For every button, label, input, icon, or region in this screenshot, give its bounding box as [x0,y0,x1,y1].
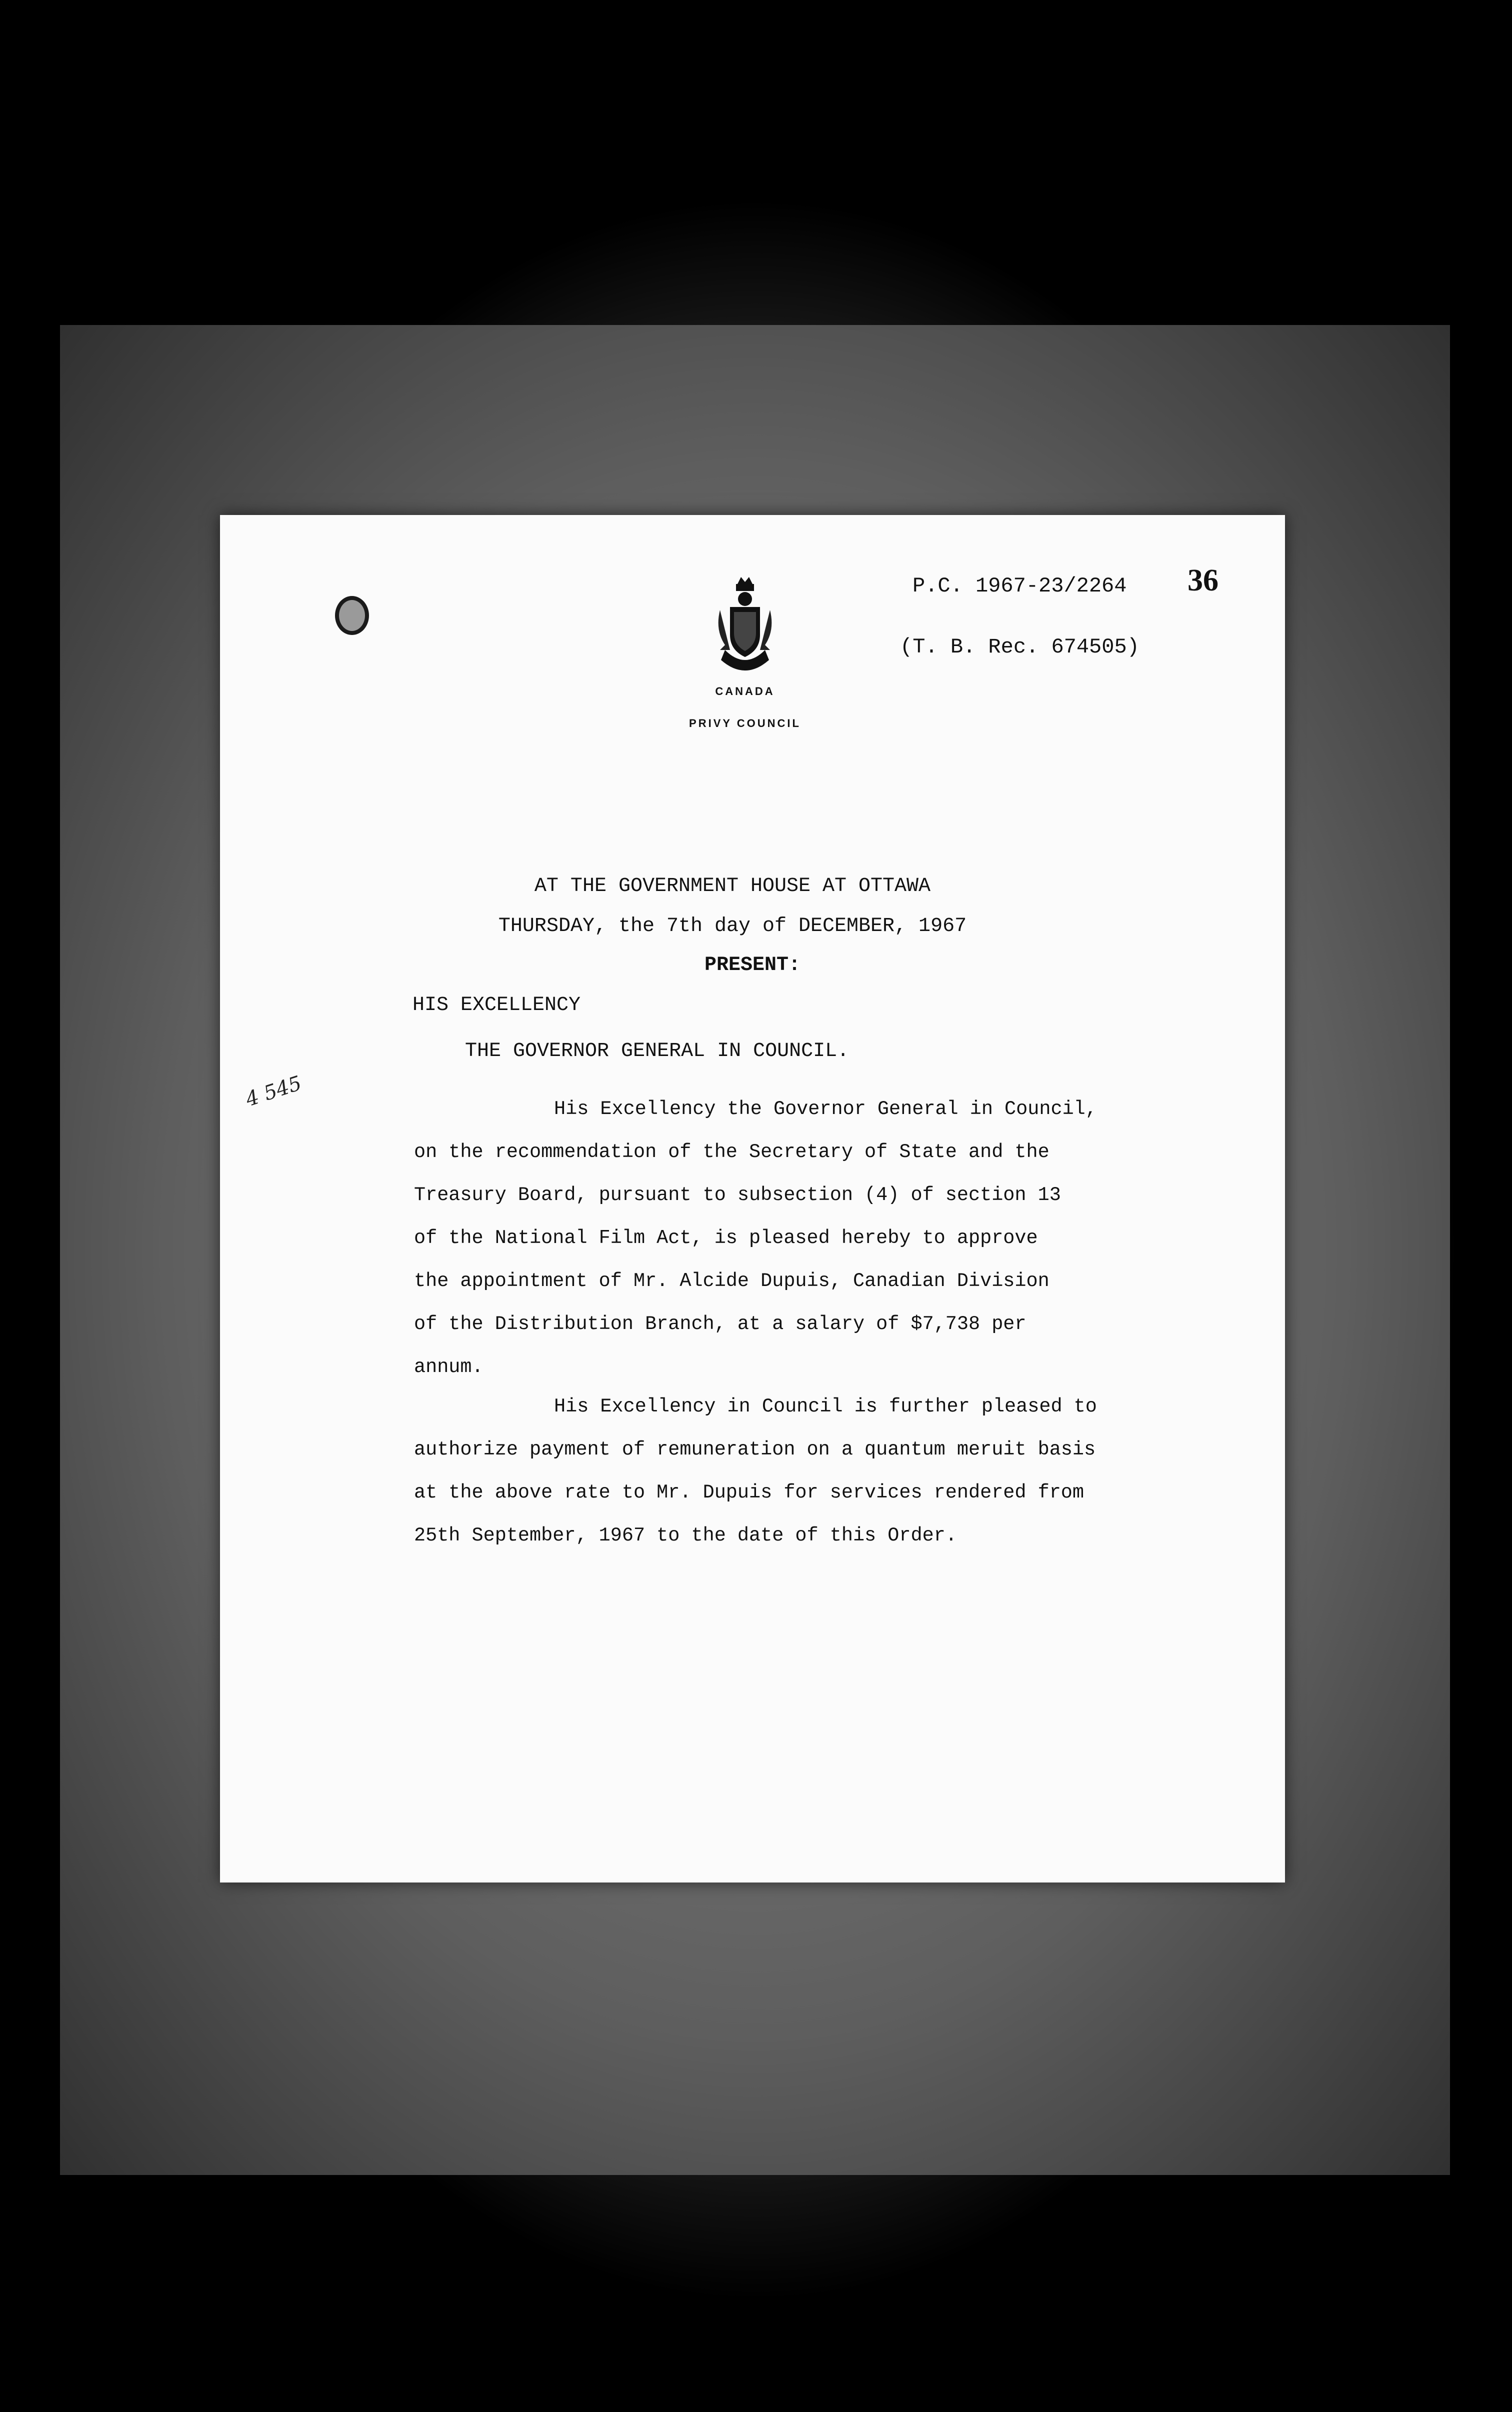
pc-number: P.C. 1967-23/2264 [912,574,1127,598]
punch-hole [335,596,369,635]
handwritten-margin-note: 4 545 [242,1072,304,1112]
coat-of-arms-icon [710,575,780,690]
letterhead-office: PRIVY COUNCIL [689,717,801,730]
heading-date: THURSDAY, the 7th day of DECEMBER, 1967 [498,915,967,938]
tb-reference: (T. B. Rec. 674505) [900,635,1140,659]
heading-present: PRESENT: [704,954,801,976]
order-paragraph-1: His Excellency the Governor General in Council, on the recommendation of the Secretary of State and the Treasury Board, pursuant to subsection (4) of section 13 of the National Film Act, is pleased hereby to approve the appointment of Mr. Alcide Dupuis, Canadian Division of the Distribution Branch, at a salary of $7,738 per annum. [414,1098,1097,1378]
heading-place: AT THE GOVERNMENT HOUSE AT OTTAWA [534,875,931,898]
salutation-line-2: THE GOVERNOR GENERAL IN COUNCIL. [465,1040,850,1062]
page-number: 36 [1188,564,1218,598]
document-page [220,515,1285,1882]
letterhead-country: CANADA [715,685,775,698]
order-paragraph-2: His Excellency in Council is further pleased to authorize payment of remuneration on a quantum meruit basis at the above rate to Mr. Dupuis for services rendered from 25th September, 1967 to the date of this Order. [414,1396,1097,1546]
salutation-line-1: HIS EXCELLENCY [412,994,581,1016]
